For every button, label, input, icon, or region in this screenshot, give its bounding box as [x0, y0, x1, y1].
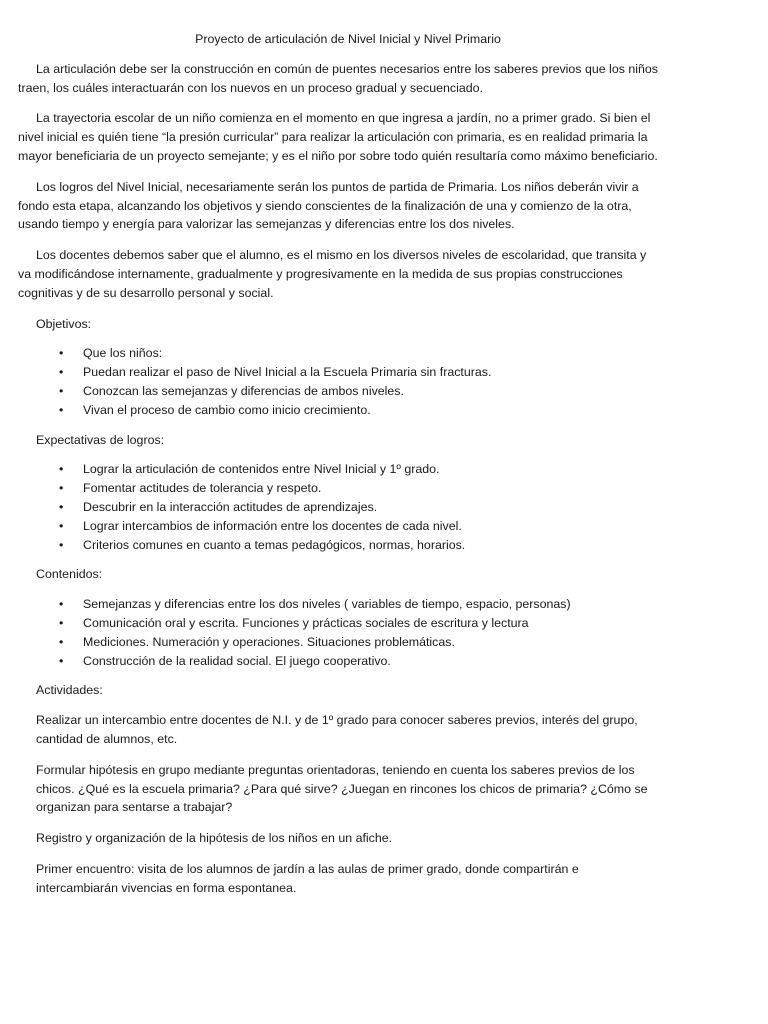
list-item-text: Mediciones. Numeración y operaciones. Situaciones problemáticas. — [83, 634, 455, 649]
intro-paragraph-3: Los logros del Nivel Inicial, necesariamente serán los puntos de partida de Primaria. Los niños deberán vivir a fondo esta etapa, alcanzando los objetivos y siendo conscientes de la finalización de una y comienzo de la otra, usando tiempo y energía para valorizar las semejanzas y diferencias entre los dos niveles. — [18, 179, 639, 232]
bullet-icon: • — [59, 365, 64, 380]
actividad-paragraph-4: Primer encuentro: visita de los alumnos de jardín a las aulas de primer grado, donde compartirán e intercambiarán vivencias en forma espontanea. — [36, 861, 579, 895]
expectativas-heading: Expectativas de logros: — [36, 432, 165, 447]
list-item-text: Puedan realizar el paso de Nivel Inicial a la Escuela Primaria sin fracturas. — [83, 365, 492, 380]
bullet-icon: • — [59, 653, 64, 668]
intro-paragraph-2: La trayectoria escolar de un niño comienza en el momento en que ingresa a jardín, no a primer grado. Si bien el nivel inicial es quién tiene “la presión curricular” para realizar la articulación con primaria, es en realidad primaria la mayor beneficiaria de un proyecto semejante; y es el niño por sobre todo quién resultaría como máximo beneficiario. — [18, 111, 658, 163]
document-title: Proyecto de articulación de Nivel Inicial y Nivel Primario — [195, 32, 501, 46]
list-item-text: Lograr la articulación de contenidos entre Nivel Inicial y 1º grado. — [83, 462, 440, 477]
list-item — [59, 460, 658, 479]
intro-paragraph-1: La articulación debe ser la construcción en común de puentes necesarios entre los saberes previos que los niños traen, los cuáles interactuarán con los nuevos en un proceso gradual y secuenciado. — [18, 61, 658, 95]
list-item — [59, 401, 658, 420]
bullet-icon: • — [59, 634, 64, 649]
list-item — [59, 363, 658, 382]
list-item-text: Descubrir en la interacción actitudes de aprendizajes. — [83, 499, 378, 514]
list-item-text: Semejanzas y diferencias entre los dos niveles ( variables de tiempo, espacio, personas) — [83, 597, 571, 612]
bullet-icon: • — [59, 402, 64, 417]
contenidos-heading: Contenidos: — [36, 567, 103, 582]
list-item — [59, 633, 658, 652]
bullet-icon: • — [59, 499, 64, 514]
actividad-paragraph-3: Registro y organización de la hipótesis de los niños en un afiche. — [36, 831, 393, 846]
list-item — [59, 382, 658, 401]
contenidos-list — [18, 595, 658, 670]
list-item-text: Fomentar actitudes de tolerancia y respeto. — [83, 481, 322, 496]
intro-paragraph-4: Los docentes debemos saber que el alumno, es el mismo en los diversos niveles de escolaridad, que transita y va modificándose internamente, gradualmente y progresivamente en la medida de sus propias construcciones cognitivas y de su desarrollo personal y social. — [18, 248, 647, 300]
list-item-text: Criterios comunes en cuanto a temas pedagógicos, normas, horarios. — [83, 537, 466, 552]
list-item-text: Que los niños: — [83, 346, 163, 361]
objetivos-heading: Objetivos: — [36, 316, 92, 331]
bullet-icon: • — [59, 597, 64, 612]
bullet-icon: • — [59, 481, 64, 496]
bullet-icon: • — [59, 615, 64, 630]
list-item — [59, 498, 658, 517]
list-item-text: Lograr intercambios de información entre los docentes de cada nivel. — [83, 518, 462, 533]
bullet-icon: • — [59, 462, 64, 477]
list-item-text: Vivan el proceso de cambio como inicio crecimiento. — [83, 402, 371, 417]
actividades-heading: Actividades: — [36, 683, 103, 698]
objetivos-list — [18, 344, 658, 419]
list-item-text: Construcción de la realidad social. El juego cooperativo. — [83, 653, 391, 668]
list-item-text: Conozcan las semejanzas y diferencias de ambos niveles. — [83, 383, 404, 398]
list-item — [59, 595, 658, 614]
bullet-icon: • — [59, 346, 64, 361]
list-item — [59, 344, 658, 363]
bullet-icon: • — [59, 537, 64, 552]
actividad-paragraph-1: Realizar un intercambio entre docentes de N.I. y de 1º grado para conocer saberes previos, interés del grupo, cantidad de alumnos, etc. — [36, 713, 638, 746]
list-item — [59, 517, 658, 536]
list-item — [59, 479, 658, 498]
list-item — [59, 536, 658, 555]
actividad-paragraph-2: Formular hipótesis en grupo mediante preguntas orientadoras, teniendo en cuenta los saberes previos de los chicos. ¿Qué es la escuela primaria? ¿Para qué sirve? ¿Juegan en rincones los chicos de primaria? ¿Cómo se organizan para sentarse a trabajar? — [36, 762, 648, 815]
list-item — [59, 614, 658, 633]
document-page — [18, 30, 658, 909]
bullet-icon: • — [59, 518, 64, 533]
expectativas-list — [18, 460, 658, 554]
list-item — [59, 652, 658, 671]
bullet-icon: • — [59, 383, 64, 398]
list-item-text: Comunicación oral y escrita. Funciones y prácticas sociales de escritura y lectura — [83, 615, 529, 630]
